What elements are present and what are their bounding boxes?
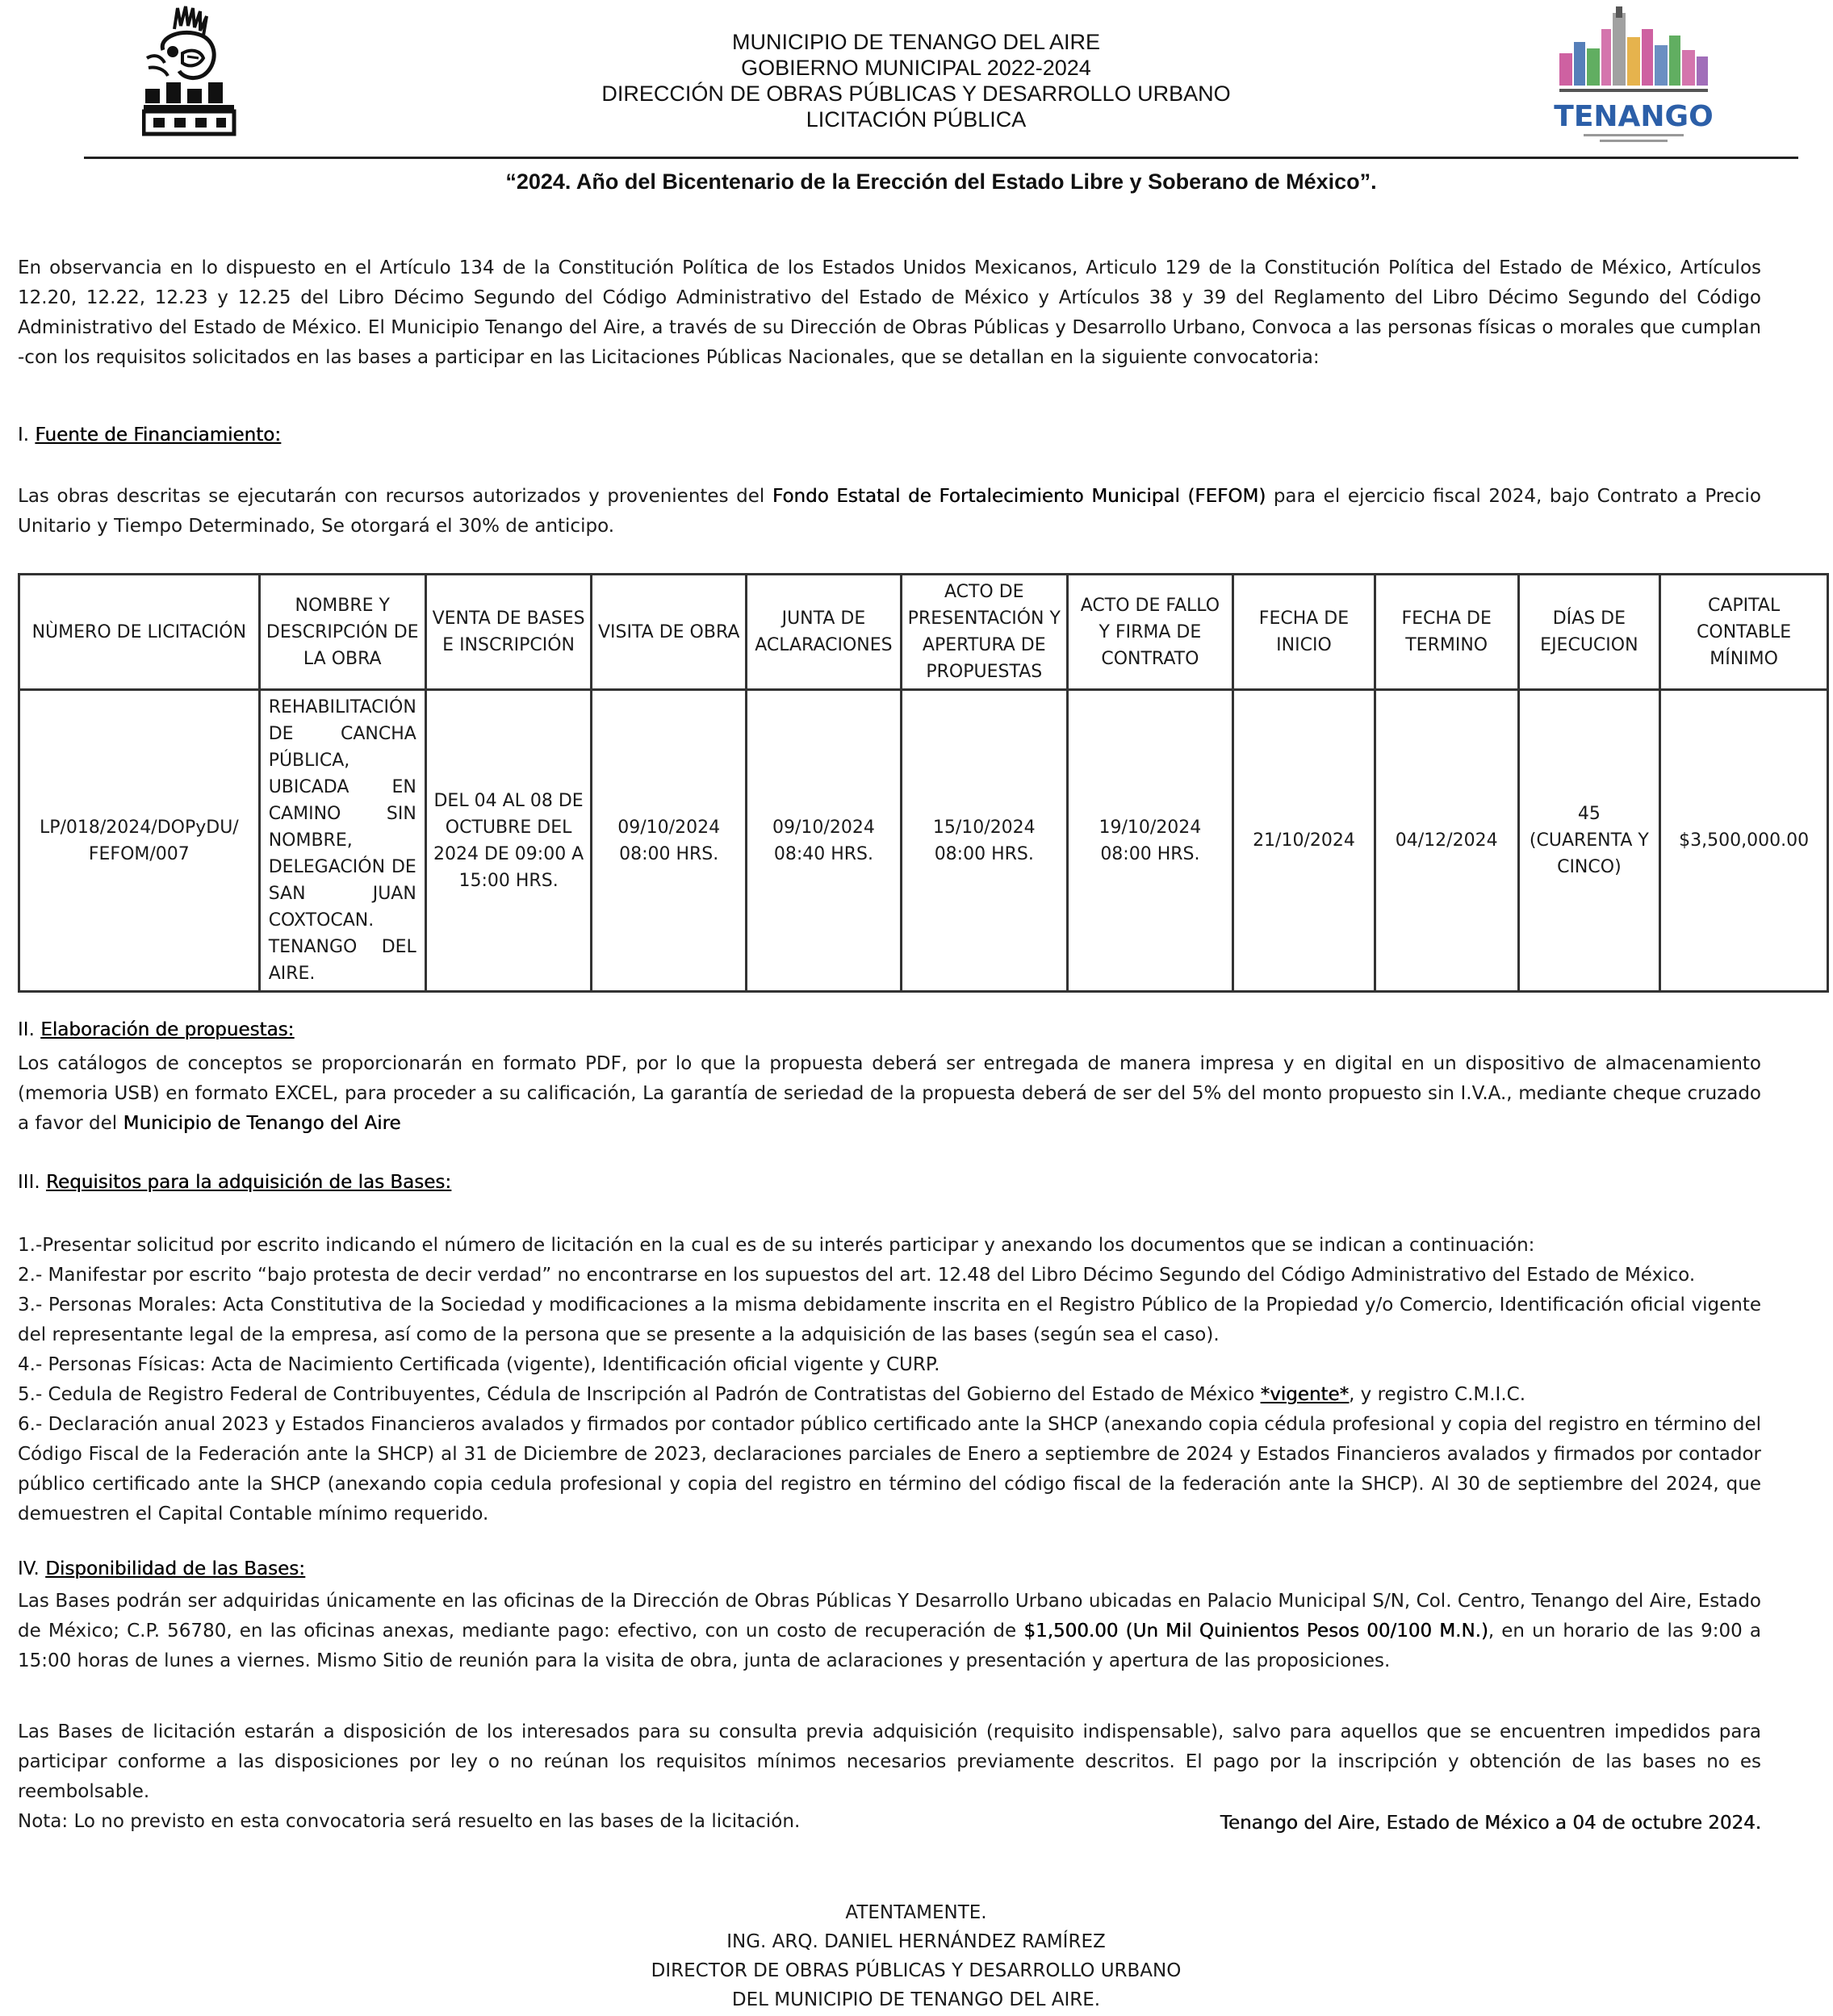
year-motto: “2024. Año del Bicentenario de la Erección del Estado Libre y Soberano de México”.	[505, 169, 1377, 194]
table-row	[19, 690, 1828, 992]
section-2-beneficiary: Municipio de Tenango del Aire	[123, 1113, 401, 1134]
section-1-paragraph	[18, 482, 1761, 542]
closing-note: Nota: Lo no previsto en esta convocatoria será resuelto en las bases de la licitación.	[18, 1811, 801, 1832]
signature-atentamente: ATENTAMENTE.	[845, 1902, 987, 1923]
section-1-text-a: Las obras descritas se ejecutarán con recursos autorizados y provenientes del	[18, 486, 772, 507]
header-line-gobierno: GOBIERNO MUNICIPAL 2022-2024	[741, 56, 1091, 80]
col-header-presentacion: ACTO DE PRESENTACIÓN Y APERTURA DE PROPUESTAS	[901, 575, 1067, 690]
section-2-paragraph	[18, 1049, 1761, 1139]
section-4-text-a: Las Bases podrán ser adquiridas únicamente en las oficinas de la Dirección de Obras Públicas Y Desarrollo Urbano ubicadas en Palacio Municipal S/N, Col. Centro, Tenango del Aire, Estado de México; C.P. 56780, en las oficinas anexas, mediante pago: efectivo, con un costo de recuperación de	[18, 1591, 1761, 1642]
signature-name: ING. ARQ. DANIEL HERNÁNDEZ RAMÍREZ	[726, 1931, 1106, 1952]
section-2-title: Elaboración de propuestas:	[40, 1019, 295, 1040]
requirement-item-5-a: 5.- Cedula de Registro Federal de Contribuyentes, Cédula de Inscripción al Padrón de Contratistas del Gobierno del Estado de México	[18, 1384, 1261, 1405]
section-3-number: III.	[18, 1172, 40, 1193]
section-1-title: Fuente de Financiamiento:	[35, 425, 281, 445]
signature-municipality: DEL MUNICIPIO DE TENANGO DEL AIRE.	[731, 1989, 1101, 2010]
col-header-fallo: ACTO DE FALLO Y FIRMA DE CONTRATO	[1067, 575, 1232, 690]
place-and-date: Tenango del Aire, Estado de México a 04 de octubre 2024.	[1220, 1813, 1761, 1834]
signature-block	[452, 1898, 1380, 2014]
cell-fallo: 19/10/2024 08:00 HRS.	[1067, 690, 1232, 992]
tenango-logo-icon	[1551, 5, 1721, 146]
requirement-item-2: 2.- Manifestar por escrito “bajo protesta de decir verdad” no encontrarse en los supuestos del art. 12.48 del Libro Décimo Segundo del Código Administrativo del Estado de México.	[18, 1265, 1696, 1286]
section-1-number: I.	[18, 425, 30, 445]
col-header-numero: NÙMERO DE LICITACIÓN	[19, 575, 260, 690]
header-line-licitacion: LICITACIÓN PÚBLICA	[806, 107, 1027, 132]
col-header-fecha-termino: FECHA DE TERMINO	[1375, 575, 1518, 690]
section-4-title: Disponibilidad de las Bases:	[45, 1558, 305, 1579]
requirement-item-6: 6.- Declaración anual 2023 y Estados Financieros avalados y firmados por contador público certificado ante la SHCP (anexando copia cédula profesional y copia del registro en término del Código Fiscal de la Federación ante la SHCP) al 31 de Diciembre de 2023, declaraciones parciales de Enero a septiembre de 2024 y Estados Financieros avalados y firmados por contador público certificado ante la SHCP (anexando copia cedula profesional y copia del registro en término del código fiscal de la federación ante la SHCP). Al 30 de septiembre del 2024, que demuestren el Capital Contable mínimo requerido.	[18, 1414, 1761, 1525]
col-header-fecha-inicio: FECHA DE INICIO	[1233, 575, 1375, 690]
section-4-cost: $1,500.00 (Un Mil Quinientos Pesos 00/100 M.N.)	[1023, 1621, 1488, 1642]
municipal-emblem-icon	[142, 5, 237, 142]
section-1-fund-name: Fondo Estatal de Fortalecimiento Municipal (FEFOM)	[772, 486, 1266, 507]
table-header-row	[19, 575, 1828, 690]
col-header-capital: CAPITAL CONTABLE MÍNIMO	[1660, 575, 1828, 690]
requirement-item-5-b: , y registro C.M.I.C.	[1349, 1384, 1526, 1405]
requirement-item-1: 1.-Presentar solicitud por escrito indicando el número de licitación en la cual es de su interés participar y anexando los documentos que se indican a continuación:	[18, 1235, 1535, 1256]
col-header-venta-bases: VENTA DE BASES E INSCRIPCIÓN	[425, 575, 592, 690]
licitacion-table	[18, 573, 1829, 993]
header-line-municipio: MUNICIPIO DE TENANGO DEL AIRE	[731, 30, 1101, 54]
section-4-paragraph	[18, 1587, 1761, 1676]
header-divider	[84, 157, 1798, 159]
section-4-number: IV.	[18, 1558, 40, 1579]
cell-junta-aclaraciones: 09/10/2024 08:40 HRS.	[746, 690, 901, 992]
col-header-junta-aclaraciones: JUNTA DE ACLARACIONES	[746, 575, 901, 690]
section-3-heading	[18, 1168, 451, 1198]
section-4-text-b: , en un horario de las 9:00 a 15:00 horas de lunes a viernes. Mismo Sitio de reunión para la visita de obra, junta de aclaraciones y presentación y apertura de las proposiciones.	[18, 1621, 1761, 1671]
cell-descripcion: REHABILITACIÓN DE CANCHA PÚBLICA, UBICADA EN CAMINO SIN NOMBRE, DELEGACIÓN DE SAN JUAN COXTOCAN. TENANGO DEL AIRE.	[259, 690, 425, 992]
cell-presentacion: 15/10/2024 08:00 HRS.	[901, 690, 1067, 992]
section-3-title: Requisitos para la adquisición de las Bases:	[45, 1172, 451, 1193]
requirement-item-5-vigente: *vigente*	[1260, 1384, 1350, 1405]
section-2-text: Los catálogos de conceptos se proporcionarán en formato PDF, por lo que la propuesta deberá ser entregada de manera impresa y en digital en un dispositivo de almacenamiento (memoria USB) en formato EXCEL, para proceder a su calificación, La garantía de seriedad de la propuesta deberá de ser del 5% del monto propuesto sin I.V.A., mediante cheque cruzado a favor del	[18, 1053, 1761, 1134]
requirement-item-3: 3.- Personas Morales: Acta Constitutiva de la Sociedad y modificaciones a la misma debidamente inscrita en el Registro Público de la Propiedad y/o Comercio, Identificación oficial vigente del representante legal de la empresa, así como de la persona que se presente a la adquisición de las bases (según sea el caso).	[18, 1295, 1761, 1345]
section-4-heading	[18, 1554, 305, 1584]
section-2-heading	[18, 1015, 294, 1045]
section-1-heading	[18, 420, 281, 450]
section-1-text-b: para el ejercicio fiscal 2024, bajo Contrato a Precio Unitario y Tiempo Determinado, Se otorgará el 30% de anticipo.	[18, 486, 1761, 537]
cell-dias: 45 (CUARENTA Y CINCO)	[1518, 690, 1660, 992]
closing-text: Las Bases de licitación estarán a disposición de los interesados para su consulta previa adquisición (requisito indispensable), salvo para aquellos que se encuentren impedidos para participar conforme a las disposiciones por ley o no reúnan los requisitos mínimos necesarios previamente descritos. El pago por la inscripción y obtención de las bases no es reembolsable.	[18, 1721, 1761, 1802]
requirement-item-4: 4.- Personas Físicas: Acta de Nacimiento Certificada (vigente), Identificación oficial vigente y CURP.	[18, 1354, 940, 1375]
cell-fecha-inicio: 21/10/2024	[1233, 690, 1375, 992]
header-line-direccion: DIRECCIÓN DE OBRAS PÚBLICAS Y DESARROLLO URBANO	[601, 82, 1231, 106]
section-2-number: II.	[18, 1019, 35, 1040]
signature-position: DIRECTOR DE OBRAS PÚBLICAS Y DESARROLLO URBANO	[651, 1960, 1182, 1981]
cell-venta-bases: DEL 04 AL 08 DE OCTUBRE DEL 2024 DE 09:00 A 15:00 HRS.	[425, 690, 592, 992]
cell-fecha-termino: 04/12/2024	[1375, 690, 1518, 992]
intro-paragraph: En observancia en lo dispuesto en el Artículo 134 de la Constitución Política de los Estados Unidos Mexicanos, Articulo 129 de la Constitución Política del Estado de México, Artículos 12.20, 12.22, 12.23 y 12.25 del Libro Décimo Segundo del Código Administrativo del Estado de México y Artículos 38 y 39 del Reglamento del Libro Décimo Segundo del Código Administrativo del Estado de México. El Municipio Tenango del Aire, a través de su Dirección de Obras Públicas y Desarrollo Urbano, Convoca a las personas físicas o morales que cumplan -con los requisitos solicitados en las bases a participar en las Licitaciones Públicas Nacionales, que se detallan en la siguiente convocatoria:	[18, 257, 1761, 368]
header-titles	[452, 29, 1380, 132]
cell-capital: $3,500,000.00	[1660, 690, 1828, 992]
col-header-dias: DÍAS DE EJECUCION	[1518, 575, 1660, 690]
section-3-requirements	[18, 1231, 1761, 1529]
requirement-item-5	[18, 1380, 1761, 1410]
col-header-descripcion: NOMBRE Y DESCRIPCIÓN DE LA OBRA	[259, 575, 425, 690]
cell-numero: LP/018/2024/DOPyDU/ FEFOM/007	[19, 690, 260, 992]
cell-visita-obra: 09/10/2024 08:00 HRS.	[592, 690, 747, 992]
tenango-logo-text: TENANGO	[1554, 100, 1714, 133]
col-header-visita-obra: VISITA DE OBRA	[592, 575, 747, 690]
